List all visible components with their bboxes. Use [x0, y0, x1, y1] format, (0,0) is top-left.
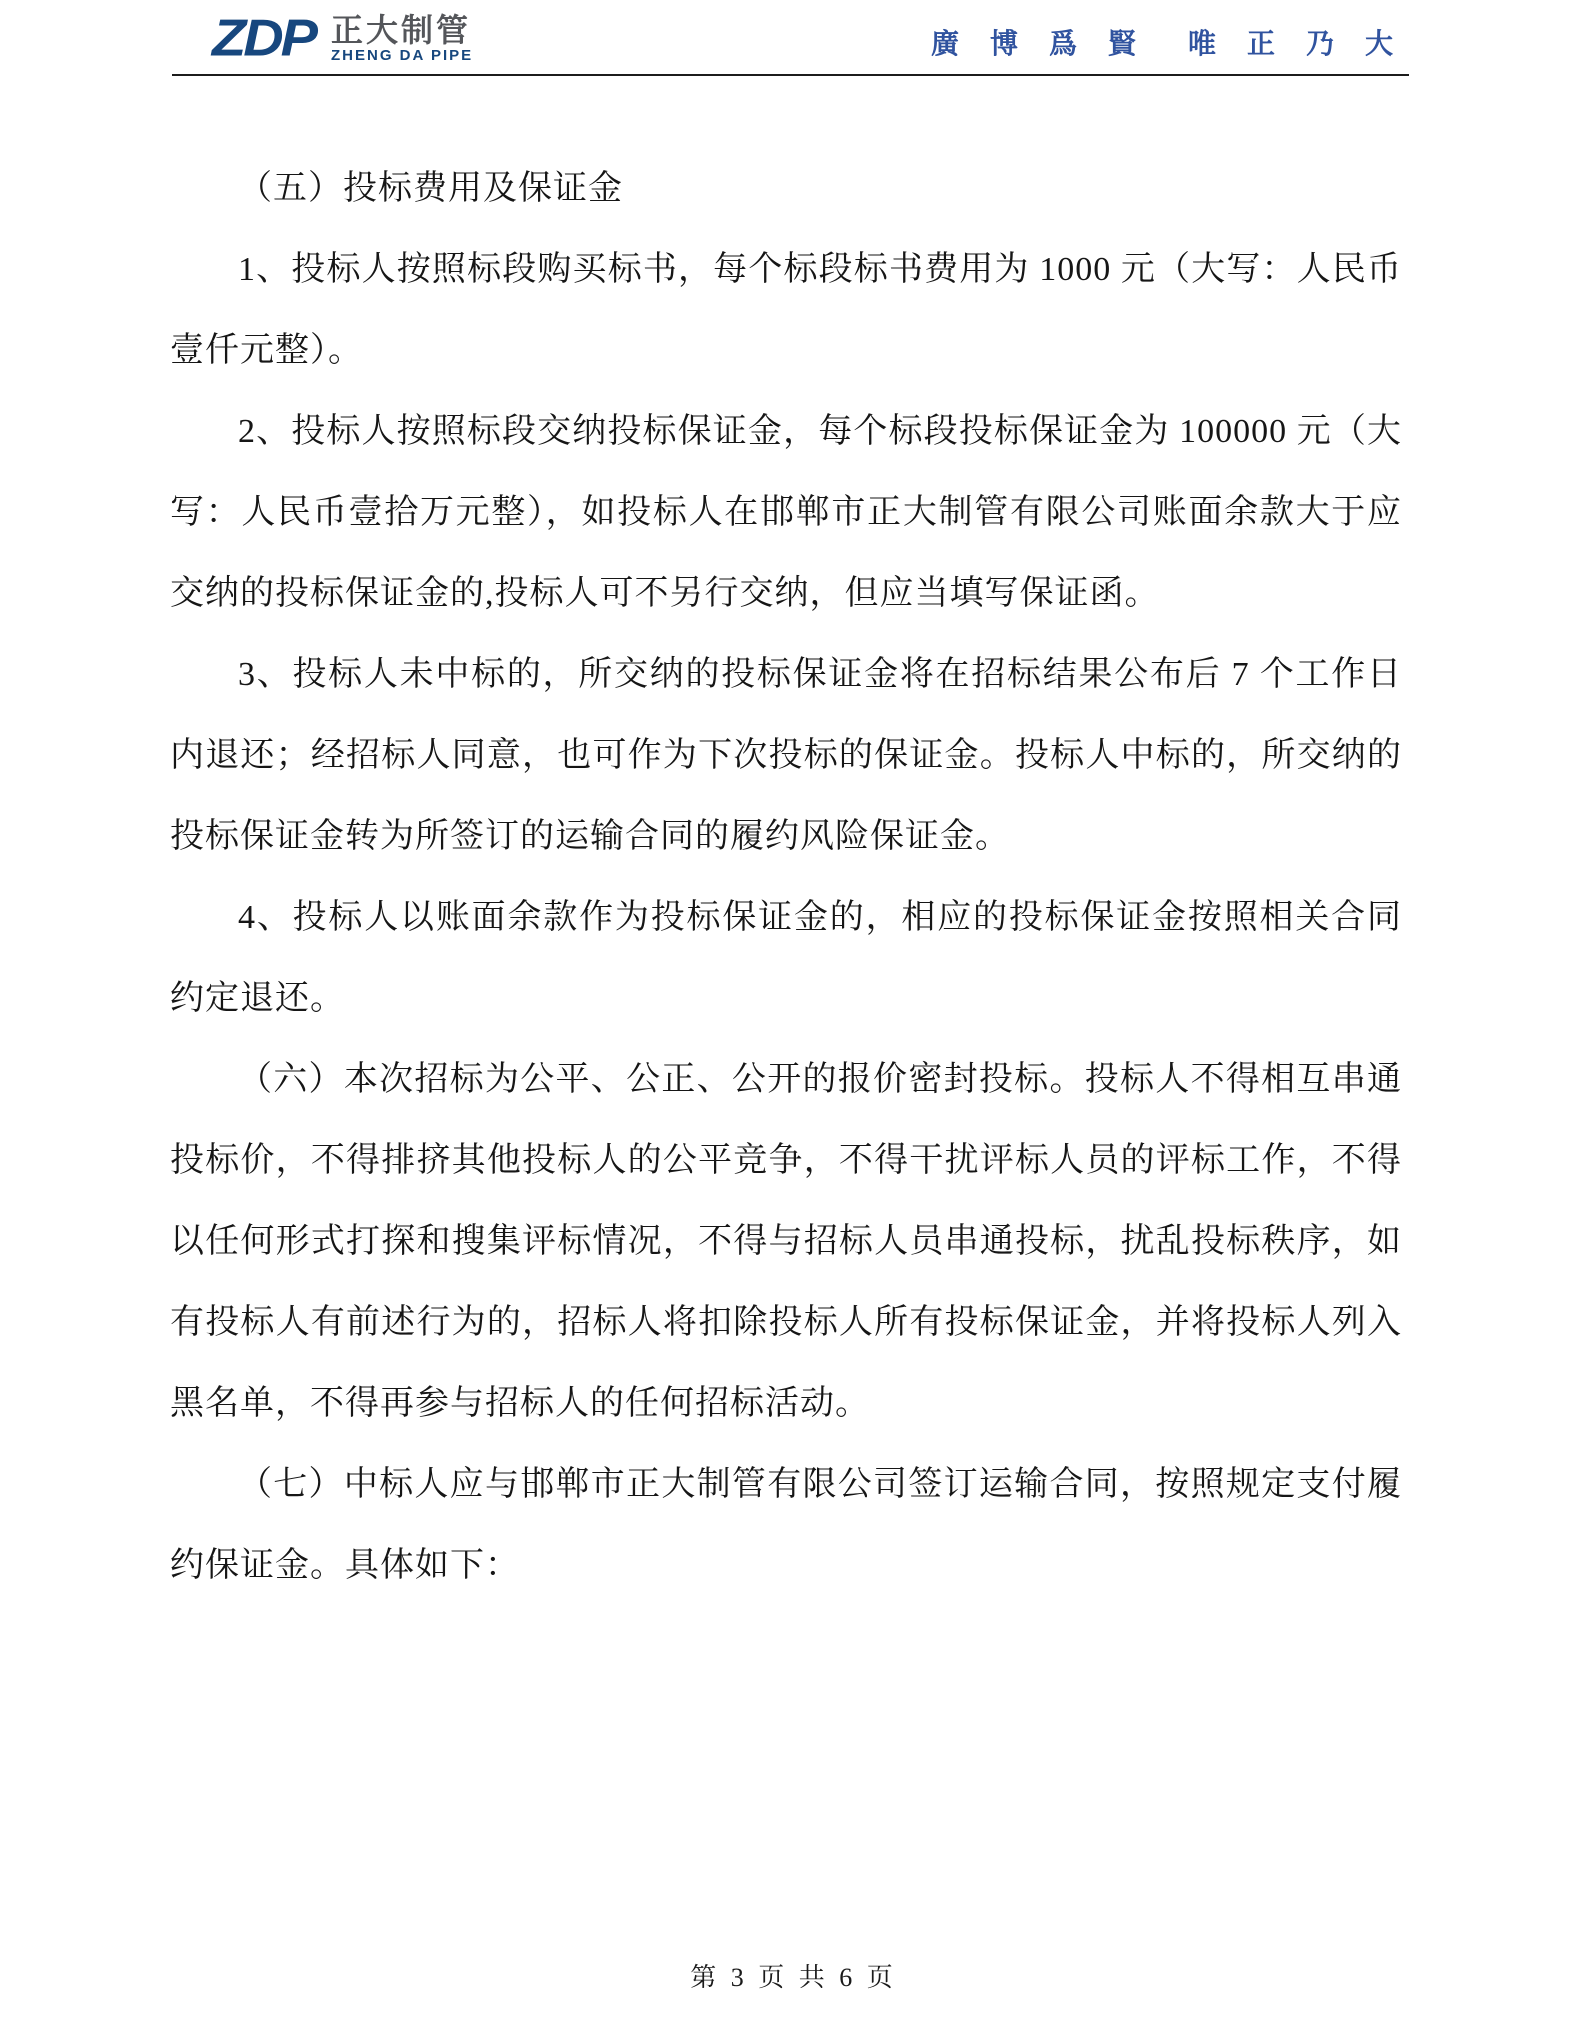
paragraph-section-5-title: （五）投标费用及保证金 — [238, 170, 623, 207]
page-footer — [0, 1957, 1587, 1994]
paragraph-item-4: 4、投标人以账面余款作为投标保证金的，相应的投标保证金按照相关合同约定退还。 — [170, 899, 1402, 1017]
paragraph-item-3: 3、投标人未中标的，所交纳的投标保证金将在招标结果公布后 7 个工作日内退还；经招标人同意，也可作为下次投标的保证金。投标人中标的，所交纳的投标保证金转为所签订的运输合同的履约风险保证金。 — [170, 656, 1402, 855]
paragraph-item-1: 1、投标人按照标段购买标书，每个标段标书费用为 1000 元（大写：人民币壹仟元整）。 — [170, 251, 1402, 369]
paragraph-section-7: （七）中标人应与邯郸市正大制管有限公司签订运输合同，按照规定支付履约保证金。具体如下： — [170, 1466, 1402, 1584]
company-motto: 廣 博 爲 賢 唯 正 乃 大 — [930, 29, 1405, 60]
company-logo — [212, 10, 473, 66]
company-name-cn: 正大制管 — [331, 11, 472, 48]
company-name-block — [331, 13, 473, 64]
document-body — [170, 148, 1402, 1606]
paragraph-item-2: 2、投标人按照标段交纳投标保证金，每个标段投标保证金为 100000 元（大写：人民币壹拾万元整），如投标人在邯郸市正大制管有限公司账面余款大于应交纳的投标保证金的,投标人可不另行交纳，但应当填写保证函。 — [170, 413, 1402, 612]
page-number-indicator: 第 3 页 共 6 页 — [690, 1963, 897, 1992]
paragraph-section-6: （六）本次招标为公平、公正、公开的报价密封投标。投标人不得相互串通投标价，不得排挤其他投标人的公平竞争，不得干扰评标人员的评标工作，不得以任何形式打探和搜集评标情况，不得与招标人员串通投标，扰乱投标秩序，如有投标人有前述行为的，招标人将扣除投标人所有投标保证金，并将投标人列入黑名单，不得再参与招标人的任何招标活动。 — [170, 1061, 1402, 1422]
zdp-logo-icon: ZDP — [212, 8, 315, 67]
page-header — [172, 0, 1409, 76]
company-name-en: ZHENG DA PIPE — [331, 46, 474, 64]
